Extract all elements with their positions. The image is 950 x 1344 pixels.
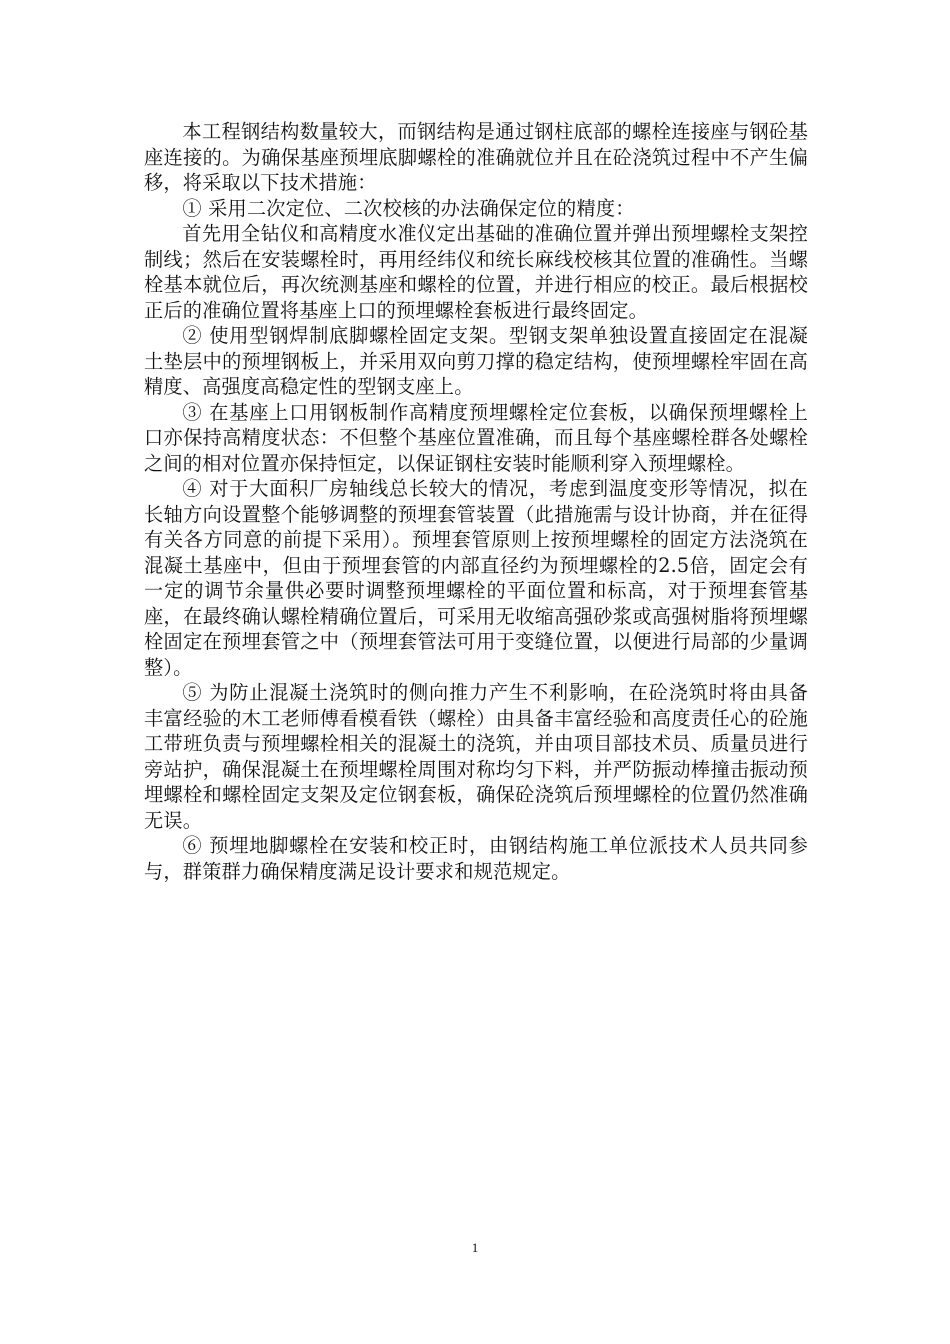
measure-6-paragraph: ⑥ 预埋地脚螺栓在安装和校正时，由钢结构施工单位派技术人员共同参与，群策群力确保精度满足设计要求和规范规定。 xyxy=(144,834,808,883)
measure-1-paragraph: 首先用全钻仪和高精度水准仪定出基础的准确位置并弹出预埋螺栓支架控制线；然后在安装螺栓时，再用经纬仪和统长麻线校核其位置的准确性。当螺栓基本就位后，再次统测基座和螺栓的位置，并进行相应的校正。最后根据校正后的准确位置将基座上口的预埋螺栓套板进行最终固定。 xyxy=(144,222,808,322)
measure-1-heading: ① 采用二次定位、二次校核的办法确保定位的精度： xyxy=(182,196,635,220)
measure-4-paragraph: ④ 对于大面积厂房轴线总长较大的情况，考虑到温度变形等情况，拟在长轴方向设置整个能够调整的预埋套管装置（此措施需与设计协商，并在征得有关各方同意的前提下采用）。预埋套管原则上按预埋螺栓的固定方法浇筑在混凝土基座中，但由于预埋套管的内部直径约为预埋螺栓的2.5倍，固定会有一定的调节余量供必要时调整预埋螺栓的平面位置和标高，对于预埋套管基座，在最终确认螺栓精确位置后，可采用无收缩高强砂浆或高强树脂将预埋螺栓固定在预埋套管之中（预埋套管法可用于变缝位置，以便进行局部的少量调整）。 xyxy=(144,477,808,679)
measure-2-paragraph: ② 使用型钢焊制底脚螺栓固定支架。型钢支架单独设置直接固定在混凝土垫层中的预埋钢板上，并采用双向剪刀撑的稳定结构，使预埋螺栓牢固在高精度、高强度高稳定性的型钢支座上。 xyxy=(144,324,808,398)
measure-3-paragraph: ③ 在基座上口用钢板制作高精度预埋螺栓定位套板，以确保预埋螺栓上口亦保持高精度状态：不但整个基座位置准确，而且每个基座螺栓群各处螺栓之间的相对位置亦保持恒定，以保证钢柱安装时能顺利穿入预埋螺栓。 xyxy=(144,400,808,475)
intro-paragraph: 本工程钢结构数量较大，而钢结构是通过钢柱底部的螺栓连接座与钢砼基座连接的。为确保基座预埋底脚螺栓的准确就位并且在砼浇筑过程中不产生偏移，将采取以下技术措施： xyxy=(144,120,808,194)
measure-5-paragraph: ⑤ 为防止混凝土浇筑时的侧向推力产生不利影响，在砼浇筑时将由具备丰富经验的木工老师傅看模看铁（螺栓）由具备丰富经验和高度责任心的砼施工带班负责与预埋螺栓相关的混凝土的浇筑，并由项目部技术员、质量员进行旁站护，确保混凝土在预埋螺栓周围对称均匀下料，并严防振动棒撞击振动预埋螺栓和螺栓固定支架及定位钢套板，确保砼浇筑后预埋螺栓的位置仍然准确无误。 xyxy=(144,681,808,832)
document-body xyxy=(144,119,808,884)
page-number: 1 xyxy=(471,1240,479,1255)
